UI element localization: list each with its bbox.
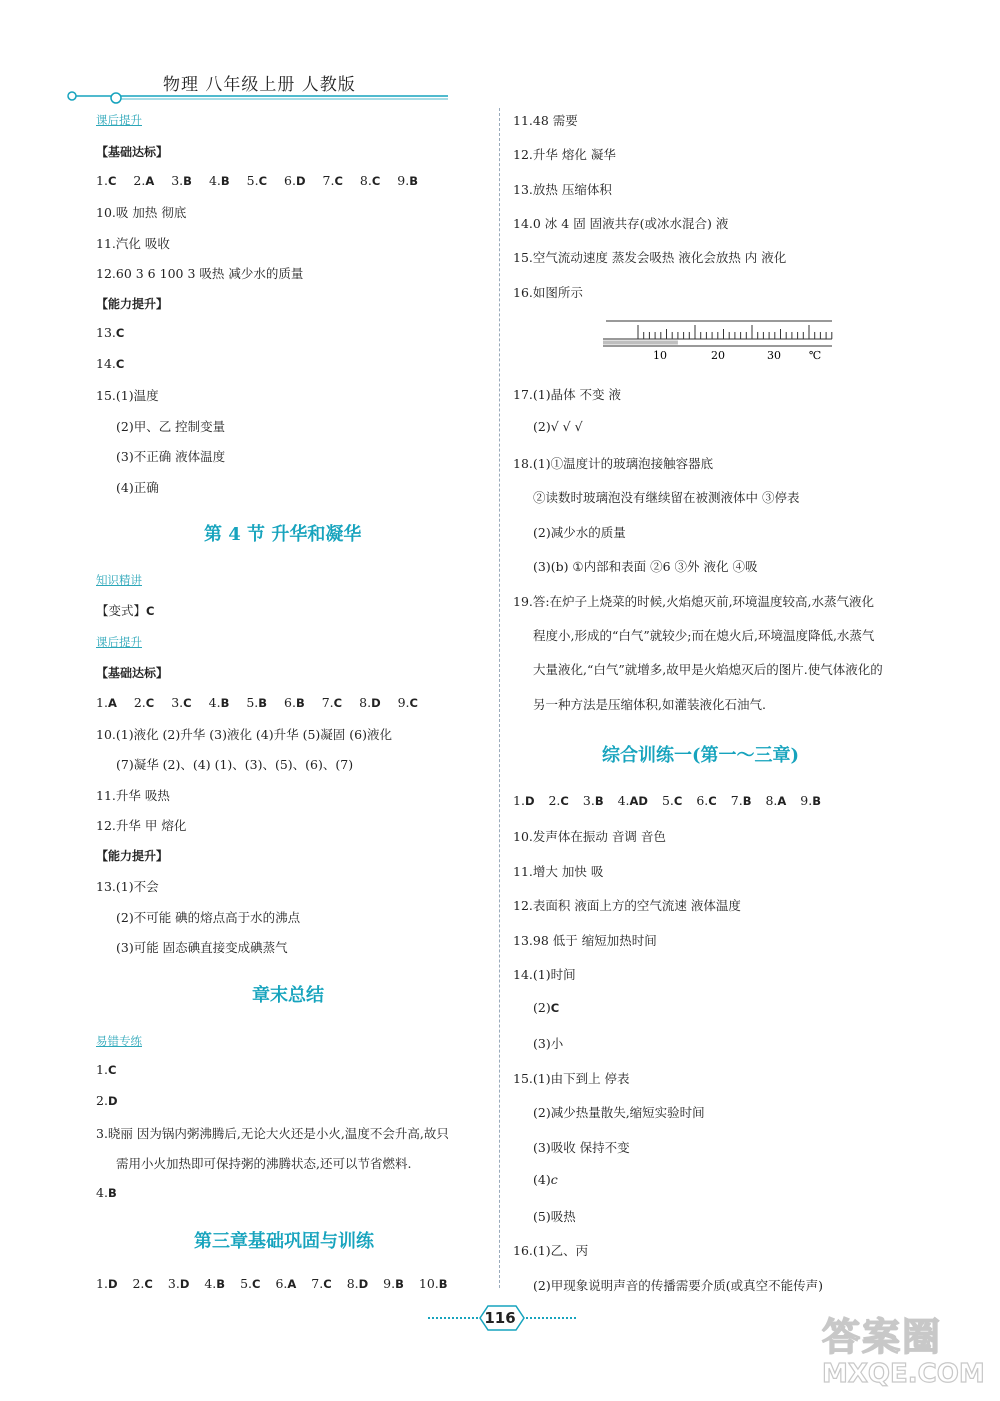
answer-number: 4.	[208, 173, 221, 188]
answer-number: 2.	[133, 695, 146, 710]
answer-letter: B	[183, 174, 192, 188]
ability-heading-2: 【能力提升】	[96, 849, 169, 863]
answer-number: 2.	[132, 1276, 145, 1291]
r-answer-15: 15.空气流动速度 蒸发会吸热 液化会放热 内 液化	[513, 250, 787, 265]
watermark-top: 答案圈	[822, 1315, 943, 1359]
answer-letter: AD	[629, 794, 648, 808]
answer-e2	[96, 1093, 117, 1108]
answer-letter: D	[371, 696, 381, 710]
column-divider	[499, 108, 500, 1288]
answer-number: 7.	[321, 695, 334, 710]
answer-e4	[96, 1185, 117, 1200]
answer-number: 14.	[96, 356, 116, 371]
basic-heading: 【基础达标】	[96, 145, 169, 159]
header-title: 物理 八年级上册 人教版	[163, 75, 356, 95]
answer-letter: C	[560, 794, 569, 808]
answer-row-1-9-b	[96, 695, 435, 710]
answer-letter: B	[438, 1277, 448, 1291]
answer-letter: C	[708, 794, 717, 808]
answer-number: 2.	[96, 1093, 108, 1108]
answer-12-b: 12.升华 甲 熔化	[96, 818, 187, 833]
page-number: 116	[484, 1309, 516, 1327]
answer-letter: D	[107, 1094, 118, 1108]
answer-letter: C	[107, 1063, 117, 1077]
tag-mistakes: 易错专练	[96, 1034, 142, 1048]
answer-letter: D	[358, 1277, 369, 1291]
answer-letter: C	[333, 696, 343, 710]
answer-number: 8.	[359, 173, 372, 188]
answer-letter: B	[395, 1277, 404, 1291]
tag-after-class-2: 课后提升	[96, 635, 142, 649]
answer-number: 5.	[246, 173, 259, 188]
answer-number: 1.	[96, 1276, 108, 1291]
answer-number: 9.	[800, 793, 813, 808]
answer-letter: C	[183, 696, 192, 710]
answer-number: 6.	[696, 793, 709, 808]
r-answer-19-1: 19.答:在炉子上烧菜的时候,火焰熄灭前,环境温度较高,水蒸气液化	[513, 594, 875, 609]
answer-letter: B	[220, 174, 230, 188]
answer-11: 11.汽化 吸收	[96, 236, 170, 251]
answer-letter: C	[252, 1277, 261, 1291]
scale-label-unit: ℃	[808, 349, 822, 362]
answer-letter: C	[145, 696, 155, 710]
r-answer-18-2: ②读数时玻璃泡没有继续留在被测液体中 ③停表	[533, 490, 800, 505]
answer-number: 3.	[171, 695, 184, 710]
answer-12: 12.60 3 6 100 3 吸热 减少水的质量	[96, 266, 304, 281]
answer-letter: C	[115, 326, 125, 340]
r-answer-18-4: (3)(b) ①内部和表面 ②6 ③外 液化 ④吸	[533, 559, 758, 574]
answer-number: 2.	[548, 793, 561, 808]
answer-number: 8.	[346, 1276, 359, 1291]
variant-answer	[96, 601, 154, 619]
answer-15-1: 15.(1)温度	[96, 388, 159, 403]
answer-letter: C	[146, 604, 155, 618]
c-answer-row-1-9	[513, 793, 835, 808]
c15d-answer: c	[550, 1172, 558, 1187]
answer-15-4: (4)正确	[116, 480, 159, 495]
thermometer-ticks	[638, 325, 832, 339]
answer-number: 7.	[322, 173, 335, 188]
answer-number: 6.	[284, 173, 296, 188]
answer-number: 3.	[582, 793, 595, 808]
answer-e3-2: 需用小火加热即可保持粥的沸腾状态,还可以节省燃料.	[116, 1156, 412, 1171]
c-answer-15-5: (5)吸热	[533, 1209, 576, 1224]
tag-knowledge: 知识精讲	[96, 573, 142, 587]
answer-number: 9.	[397, 173, 410, 188]
answer-number: 【变式】	[96, 603, 147, 618]
answer-number: 3.	[171, 173, 184, 188]
c-answer-13: 13.98 低于 缩短加热时间	[513, 933, 657, 948]
r-answer-18-3: (2)减少水的质量	[533, 525, 626, 540]
answer-13-b-1: 13.(1)不会	[96, 879, 159, 894]
r-answer-14: 14.0 冰 4 固 固液共存(或冰水混合) 液	[513, 216, 729, 231]
r-answer-17-1: 17.(1)晶体 不变 液	[513, 387, 622, 402]
answer-number: 7.	[730, 793, 743, 808]
answer-letter: C	[371, 174, 381, 188]
section-title-4: 第 4 节 升华和凝华	[204, 524, 362, 545]
r-answer-19-2: 程度小,形成的“白气”就较少;而在熄火后,环境温度降低,水蒸气	[533, 628, 875, 643]
answer-number: 7.	[311, 1276, 324, 1291]
answer-number: 4.	[208, 695, 221, 710]
answer-11-b: 11.升华 吸热	[96, 788, 170, 803]
answer-13-b-3: (3)可能 固态碘直接变成碘蒸气	[116, 940, 288, 955]
answer-10: 10.吸 加热 彻底	[96, 205, 187, 220]
answer-letter: A	[107, 696, 117, 710]
answer-letter: C	[673, 794, 683, 808]
ability-heading: 【能力提升】	[96, 297, 169, 311]
section-title-summary: 章末总结	[252, 985, 324, 1006]
watermark-bottom: MXQE.COM	[822, 1359, 985, 1389]
answer-letter: C	[323, 1277, 332, 1291]
answer-e3-1: 3.晓丽 因为锅内粥沸腾后,无论大火还是小火,温度不会升高,故只	[96, 1126, 449, 1141]
answer-number: 4.	[617, 793, 630, 808]
answer-letter: C	[115, 357, 125, 371]
header-decoration	[60, 86, 460, 106]
c-answer-12: 12.表面积 液面上方的空气流速 液体温度	[513, 898, 741, 913]
answer-number: 4.	[96, 1185, 108, 1200]
answer-row-ch3	[96, 1276, 463, 1291]
answer-number: 13.	[96, 325, 116, 340]
answer-e1	[96, 1062, 116, 1077]
scale-label-30: 30	[767, 349, 781, 362]
answer-letter: C	[107, 174, 117, 188]
answer-10-b-2: (7)凝华 (2)、(4) (1)、(3)、(5)、(6)、(7)	[116, 757, 354, 772]
r-answer-17-2: (2)√ √ √	[533, 419, 583, 434]
answer-number: 9.	[383, 1276, 396, 1291]
section-title-ch3: 第三章基础巩固与训练	[194, 1231, 374, 1252]
c-answer-15-4	[533, 1172, 558, 1187]
answer-number: 8.	[359, 695, 372, 710]
answer-row-1-9	[96, 173, 435, 188]
section-title-comprehensive: 综合训练一(第一～三章)	[602, 745, 800, 766]
answer-number: 8.	[765, 793, 778, 808]
r-answer-19-3: 大量液化,“白气”就增多,故甲是火焰熄灭后的图片.使气体液化的	[533, 662, 883, 677]
c-answer-15-3: (3)吸收 保持不变	[533, 1140, 630, 1155]
answer-number: 2.	[133, 173, 146, 188]
c-answer-10: 10.发声体在振动 音调 音色	[513, 829, 666, 844]
answer-letter: D	[295, 174, 306, 188]
c-answer-16-1: 16.(1)乙、丙	[513, 1243, 589, 1258]
basic-heading-2: 【基础达标】	[96, 666, 169, 680]
answer-letter: A	[777, 794, 787, 808]
r-answer-19-4: 另一种方法是压缩体积,如灌装液化石油气.	[533, 697, 766, 712]
answer-letter: C	[550, 1001, 560, 1015]
answer-letter: B	[107, 1186, 117, 1200]
answer-number: 4.	[204, 1276, 217, 1291]
c-answer-14-3: (3)小	[533, 1036, 564, 1051]
answer-13	[96, 325, 124, 340]
answer-number: 1.	[96, 695, 108, 710]
answer-letter: B	[594, 794, 604, 808]
r-answer-16: 16.如图所示	[513, 285, 583, 300]
answer-letter: D	[524, 794, 535, 808]
answer-14	[96, 356, 124, 371]
answer-number: (2)	[533, 1000, 551, 1015]
answer-number: 1.	[513, 793, 525, 808]
tag-after-class: 课后提升	[96, 113, 142, 127]
answer-number: 9.	[397, 695, 410, 710]
answer-15-2: (2)甲、乙 控制变量	[116, 419, 226, 434]
answer-letter: C	[258, 174, 268, 188]
answer-letter: D	[107, 1277, 118, 1291]
answer-number: 3.	[167, 1276, 180, 1291]
scale-label-20: 20	[711, 349, 725, 362]
scale-label-10: 10	[653, 349, 667, 362]
answer-letter: B	[216, 1277, 226, 1291]
answer-number: 6.	[284, 695, 296, 710]
answer-letter: D	[179, 1277, 190, 1291]
answer-13-b-2: (2)不可能 碘的熔点高于水的沸点	[116, 910, 301, 925]
answer-number: 10.	[418, 1276, 439, 1291]
r-answer-11: 11.48 需要	[513, 113, 578, 128]
c15d-prefix: (4)	[533, 1172, 551, 1187]
c-answer-16-2: (2)甲现象说明声音的传播需要介质(或真空不能传声)	[533, 1278, 823, 1293]
answer-letter: A	[287, 1277, 297, 1291]
answer-number: 6.	[275, 1276, 288, 1291]
answer-letter: B	[812, 794, 821, 808]
r-answer-12: 12.升华 熔化 凝华	[513, 147, 616, 162]
r-answer-13: 13.放热 压缩体积	[513, 182, 612, 197]
c-answer-15-2: (2)减少热量散失,缩短实验时间	[533, 1105, 705, 1120]
answer-number: 5.	[240, 1276, 252, 1291]
c-answer-14-1: 14.(1)时间	[513, 967, 576, 982]
answer-letter: B	[220, 696, 230, 710]
r-answer-18-1: 18.(1)①温度计的玻璃泡接触容器底	[513, 456, 714, 471]
thermometer-figure	[600, 314, 840, 364]
answer-letter: A	[145, 174, 155, 188]
answer-letter: C	[409, 696, 418, 710]
answer-letter: B	[258, 696, 268, 710]
c-answer-14-2	[533, 1000, 559, 1015]
answer-letter: B	[409, 174, 418, 188]
answer-letter: B	[742, 794, 752, 808]
thermometer-liquid-column	[603, 341, 678, 345]
answer-number: 1.	[96, 173, 108, 188]
watermark-logo	[822, 1315, 992, 1395]
c-answer-15-1: 15.(1)由下到上 停表	[513, 1071, 630, 1086]
answer-letter: C	[334, 174, 343, 188]
c-answer-11: 11.增大 加快 吸	[513, 864, 604, 879]
answer-number: 5.	[246, 695, 259, 710]
answer-15-3: (3)不正确 液体温度	[116, 449, 226, 464]
answer-letter: C	[144, 1277, 153, 1291]
answer-letter: B	[295, 696, 305, 710]
answer-number: 5.	[661, 793, 674, 808]
answer-10-b-1: 10.(1)液化 (2)升华 (3)液化 (4)升华 (5)凝固 (6)液化	[96, 727, 392, 742]
answer-number: 1.	[96, 1062, 108, 1077]
